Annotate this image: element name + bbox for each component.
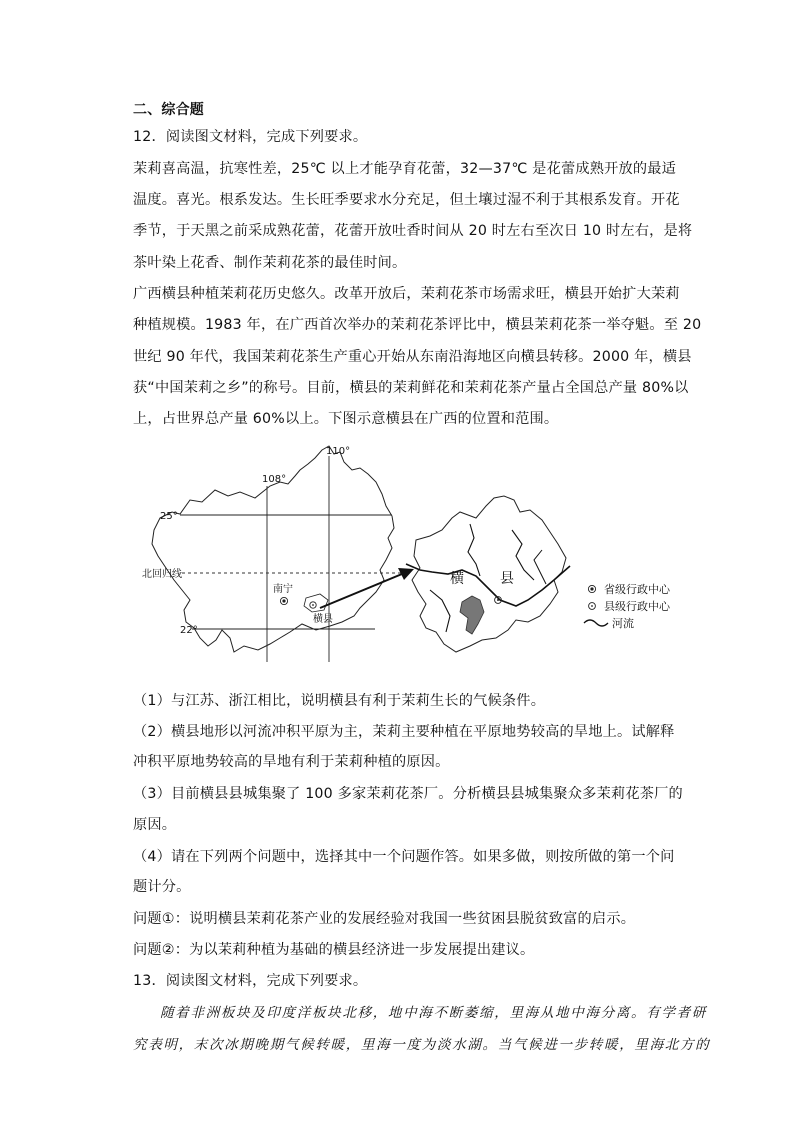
nanning-symbol [280,597,287,604]
county-center-icon [589,603,596,610]
river-tributary [512,530,534,580]
q12-question-4: （4）请在下列两个问题中，选择其中一个问题作答。如果多做，则按所做的第一个问 [133,849,675,865]
section-title: 二、综合题 [133,102,204,118]
q13-para-line: 究表明，末次冰期晚期气候转暖，里海一度为淡水湖。当气候进一步转暖，里海北方的 [133,1037,711,1053]
label-xian: 县 [500,571,514,587]
q13-para-line: 随着非洲板块及印度洋板块北移，地中海不断萎缩，里海从地中海分离。有学者研 [160,1005,707,1021]
q13-intro: 13．阅读图文材料，完成下列要求。 [133,973,368,989]
river-tributary [430,590,450,632]
legend-river: 河流 [612,617,634,630]
river-tributary [534,550,546,584]
arrow-line [320,574,402,608]
legend-county-center: 县级行政中心 [604,600,670,613]
q12-para2-line: 广西横县种植茉莉花历史悠久。改革开放后，茉莉花茶市场需求旺，横县开始扩大茉莉 [133,286,680,302]
label-108: 108° [262,474,287,485]
label-22: 22° [180,625,198,636]
q12-para1-line: 温度。喜光。根系发达。生长旺季要求水分充足，但土壤过湿不利于其根系发育。开花 [133,192,680,208]
q12-problem-1: 问题①：说明横县茉莉花茶产业的发展经验对我国一些贫困县脱贫致富的启示。 [133,911,636,927]
q12-question-4-cont: 题计分。 [133,879,191,895]
q12-intro: 12．阅读图文材料，完成下列要求。 [133,129,368,145]
q12-para1-line: 季节，于天黑之前采成熟花蕾，花蕾开放吐香时间从 20 时左右至次日 10 时左右，是将 [133,223,693,239]
q12-question-3: （3）目前横县县城集聚了 100 多家茉莉花茶厂。分析横县县城集聚众多茉莉花茶厂的 [133,786,683,802]
q12-problem-2: 问题②：为以茉莉种植为基础的横县经济进一步发展提出建议。 [133,942,535,958]
reservoir [460,596,484,634]
label-nanning: 南宁 [273,584,293,595]
river-tributary [468,524,480,576]
q12-question-3-cont: 原因。 [133,817,177,833]
provincial-center-icon [588,585,595,592]
q12-question-2: （2）横县地形以河流冲积平原为主，茉莉主要种植在平原地势较高的旱地上。试解释 [133,724,675,740]
q12-question-2-cont: 冲积平原地势较高的旱地有利于茉莉种植的原因。 [133,754,450,770]
q12-para1-line: 茉莉喜高温，抗寒性差，25℃ 以上才能孕育花蕾，32—37℃ 是花蕾成熟开放的最适 [133,161,677,177]
river-icon [584,620,608,626]
river-main [406,564,570,606]
q12-para2-line: 上，占世界总产量 60%以上。下图示意横县在广西的位置和范围。 [133,411,559,427]
hengxian-outline [412,496,566,652]
guangxi-location-map [130,440,690,670]
legend [584,582,671,630]
q12-question-1: （1）与江苏、浙江相比，说明横县有利于茉莉生长的气候条件。 [133,693,546,709]
label-110: 110° [326,446,351,457]
q12-para2-line: 获“中国茉莉之乡”的称号。目前，横县的茉莉鲜花和茉莉花茶产量占全国总产量 80%以 [133,380,689,396]
q12-para2-line: 世纪 90 年代，我国茉莉花茶生产重心开始从东南沿海地区向横县转移。2000 年，横县 [133,349,692,365]
hengxian-symbol-small [310,602,316,608]
q12-para1-line: 茶叶染上花香、制作茉莉花茶的最佳时间。 [133,255,407,271]
label-hengxian-small: 横县 [313,614,333,625]
label-25: 25° [160,511,178,522]
legend-provincial-center: 省级行政中心 [604,583,670,596]
q12-para2-line: 种植规模。1983 年，在广西首次举办的茉莉花茶评比中，横县茉莉花茶一举夺魁。至 20 [133,317,702,333]
label-heng: 横 [450,571,464,587]
label-tropic: 北回归线 [142,569,182,580]
